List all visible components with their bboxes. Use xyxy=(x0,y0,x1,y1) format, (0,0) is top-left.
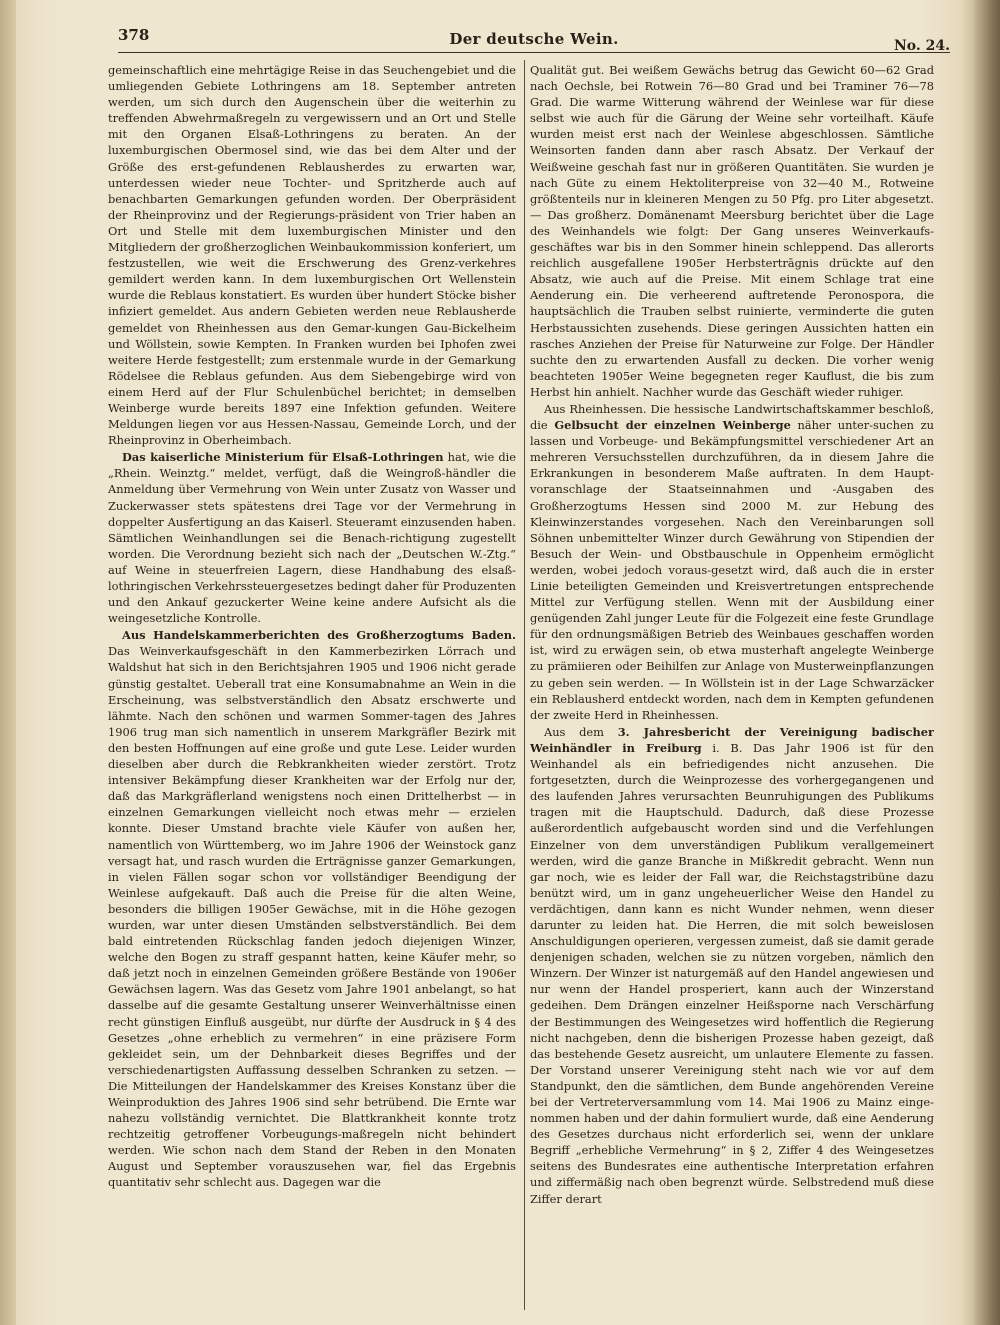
rheinhessen-text: näher unter-suchen zu lassen und Vorbeuge- und Bekämpfungsmittel verschiedener Art an mehreren Versuchsstellen durchzuführen, da in diesem Jahre die Erkrankungen in besonderem Maße auftraten. In dem Haupt-voranschlage der Staatseinnahmen und -Ausgaben des Großherzogtums Hessen sind 2000 M. zur Hebung des Kleinwinzerstandes vorgesehen. Nach den Vereinbarungen soll Söhnen unbemittelter Winzer durch Gewährung von Stipendien der Besuch der Wein- und Obstbauschule in Oppenheim ermöglicht werden, wobei jedoch voraus-gesetzt wird, daß auch die in erster Linie beteiligten Gemeinden und Kreisvertretungen entsprechende Mittel zur Verfügung stellen. Wenn mit der Ausbildung einer genügenden Zahl junger Leute für die Folgezeit eine feste Grundlage für den ordnungsmäßigen Betrieb des Weinbaues geschaffen worden ist, wird zu erwägen sein, ob etwa musterhaft angelegte Weinberge zu prämiieren oder Beihilfen zur Anlage von Musterweinpflanzungen zu geben sein werden. — In Wöllstein ist in der Lage Schwarzäcker ein Reblausherd entdeckt worden, nach dem in Kempten gefundenen der zweite Herd in Rheinhessen. xyxy=(530,418,934,722)
left-column xyxy=(108,62,516,1312)
issue-number: No. 24. xyxy=(894,38,950,54)
paragraph-qualitaet: Qualität gut. Bei weißem Gewächs betrug das Gewicht 60—62 Grad nach Oechsle, bei Rotwein 76—80 Grad und bei Traminer 76—78 Grad. Die warme Witterung während der Weinlese war für diese selbst wie auch für die Gärung der Weine sehr vorteilhaft. Käufe wurden meist erst nach der Weinlese abgeschlossen. Sämtliche Weinsorten fanden dann aber rasch Absatz. Der Verkauf der Weißweine geschah fast nur in größeren Quantitäten. Sie wurden je nach Güte zu einem Hektoliterpreise von 32—40 M., Rotweine größtenteils nur in kleineren Mengen zu 50 Pfg. pro Liter abgesetzt. — Das großherz. Domänenamt Meersburg berichtet über die Lage des Weinhandels wie folgt: Der Gang unseres Weinverkaufs-geschäftes war bis in den Sommer hinein schleppend. Das allerorts reichlich ausgefallene 1905er Herbstertrāgnis drückte auf den Absatz, wie auch auf die Preise. Mit einem Schlage trat eine Aenderung ein. Die verheerend auftretende Peronospora, die hauptsächlich die Trauben selbst ruinierte, verminderte die guten Herbstaussichten zusehends. Diese geringen Aussichten hatten ein rasches Anziehen der Preise für Naturweine zur Folge. Der Händler suchte den zu erwartenden Ausfall zu decken. Die vorher wenig beachteten 1905er Weine begegneten reger Kauflust, die bis zum Herbst hin anhielt. Nachher wurde das Geschäft wieder ruhiger. xyxy=(530,63,934,399)
handelskammer-text: Das Weinverkaufsgeschäft in den Kammerbezirken Lörrach und Waldshut hat sich in den Berichtsjahren 1905 und 1906 nicht gerade günstig gestaltet. Ueberall trat eine Konsumabnahme an Wein in die Erscheinung, was selbstverständlich den Absatz erschwerte und lähmte. Nach den schönen und warmen Sommer-tagen des Jahres 1906 trug man sich namentlich in unserem Markgräfler Bezirk mit den besten Hoffnungen auf eine große und gute Lese. Leider wurden dieselben aber durch die Rebkrankheiten wieder zerstört. Trotz intensiver Bekämpfung dieser Krankheiten war der Erfolg nur der, daß das Markgräflerland wenigstens noch einen Drittelherbst — in einzelnen Gemarkungen vielleicht noch etwas mehr — erzielen konnte. Dieser Umstand brachte viele Käufer von außen her, namentlich von Württemberg, wo im Jahre 1906 der Weinstock ganz versagt hat, und rasch wurden die Erträgnisse ganzer Gemarkungen, in vielen Fällen sogar schon vor vollständiger Beendigung der Weinlese aufgekauft. Daß auch die Preise für die alten Weine, besonders die billigen 1905er Gewächse, mit in die Höhe gezogen wurden, war unter diesen Umständen selbstverständlich. Bei dem bald eintretenden Rückschlag fanden jedoch diejenigen Winzer, welche den Bogen zu straff gespannt hatten, keine Käufer mehr, so daß jetzt noch in einzelnen Gemeinden größere Bestände von 1906er Gewächsen lagern. Was das Gesetz vom Jahre 1901 anbelangt, so hat dasselbe auf die gesamte Gestaltung unserer Weinverhältnisse einen recht günstigen Einfluß ausgeübt, nur dürfte der Ausdruck in § 4 des Gesetzes „ohne erheblich zu vermehren“ in eine präzisere Form gekleidet sein, um der Dehnbarkeit dieses Begriffes und der verschiedenartigsten Auffassung desselben Schranken zu setzen. — Die Mitteilungen der Handelskammer des Kreises Konstanz über die Weinproduktion des Jahres 1906 sind sehr betrübend. Die Ernte war nahezu vollständig vernichtet. Die Blattkrankheit konnte trotz rechtzeitig getroffener Vorbeugungs-maßregeln nicht behindert werden. Wie schon nach dem Stand der Reben in den Monaten August und September vorauszusehen war, fiel das Ergebnis quantitativ sehr schlecht aus. Dagegen war die xyxy=(108,644,516,1190)
jahresbericht-heading: 3. Jahresbericht der Vereinigung badischer Weinhändler in Freiburg xyxy=(530,724,934,755)
paragraph-handelskammer-baden xyxy=(108,627,516,1190)
rheinhessen-intro: Die hessische Landwirtschaftskammer beschloß, die xyxy=(530,401,934,433)
column-divider xyxy=(524,60,525,1310)
page-edge-shadow xyxy=(972,0,1000,1325)
right-column xyxy=(530,62,934,1312)
header-rule xyxy=(118,52,950,53)
ministerium-heading: Das kaiserliche Ministerium für Elsaß-Lothringen xyxy=(122,450,444,465)
handelskammer-heading: Aus Handelskammerberichten des Großherzogtums Baden. xyxy=(122,628,516,643)
ministerium-text: hat, wie die „Rhein. Weinztg.“ meldet, verfügt, daß die Weingroß-händler die Anmeldung über Vermehrung von Wein unter Zusatz von Wasser und Zuckerwasser stets spätestens drei Tage vor der Vermehrung in doppelter Ausfertigung an das Kaiserl. Steueramt einzusenden haben. Sämtlichen Weinhandlungen sei die Benach-richtigung zugestellt worden. Die Verordnung bezieht sich nach der „Deutschen W.-Ztg.“ auf Weine in steuerfreien Lagern, diese Handhabung des elsaß-lothringischen Verkehrssteuergesetzes bedingt daher für Produzenten und den Ankauf gezuckerter Weine keine andere Aufsicht als die weingesetzliche Kontrolle. xyxy=(108,450,516,626)
gelbsucht-heading: Gelbsucht der einzelnen Weinberge xyxy=(554,418,791,433)
page-number: 378 xyxy=(118,26,150,44)
rheinhessen-place: Aus Rheinhessen. xyxy=(544,401,647,416)
page-header xyxy=(118,22,950,52)
paragraph-rheinhessen xyxy=(530,401,934,723)
jahresbericht-text: i. B. Das Jahr 1906 ist für den Weinhandel als ein befriedigendes nicht anzusehen. Die fortgesetzten, durch die Weinprozesse des vorhergegangenen und des laufenden Jahres verursachten Beunruhigungen des Publikums tragen mit die Hauptschuld. Dadurch, daß diese Prozesse außerordentlich aufgebauscht worden sind und die Verfehlungen Einzelner von dem unverständigen Publikum verallgemeinert werden, wird die ganze Branche in Mißkredit gebracht. Wenn nun gar noch, wie es leider der Fall war, die Reichstagstribüne dazu benützt wird, um in ganz ungeheuerlicher Weise den Handel zu verdächtigen, dann kann es nicht Wunder nehmen, wenn dieser darunter zu leiden hat. Die Herren, die mit solch beweislosen Anschuldigungen operieren, vergessen zumeist, daß sie damit gerade denjenigen schaden, welchen sie zu nützen vorgeben, nämlich den Winzern. Der Winzer ist naturgemäß auf den Handel angewiesen und nur wenn der Handel prosperiert, kann auch der Winzerstand gedeihen. Dem Drängen einzelner Heißsporne nach Verschärfung der Bestimmungen des Weingesetzes wird hoffentlich die Regierung nicht nachgeben, denn die bisherigen Prozesse haben gezeigt, daß das bestehende Gesetz ausreicht, um unlautere Elemente zu fassen. Der Vorstand unserer Vereinigung steht nach wie vor auf dem Standpunkt, den die sämtlichen, dem Bunde angehörenden Vereine bei der Vertreterversammlung vom 14. Mai 1906 zu Mainz einge-nommen haben und der dahin formuliert wurde, daß eine Aenderung des Gesetzes durchaus nicht erforderlich sei, wenn der unklare Begriff „erhebliche Vermehrung“ in § 2, Ziffer 4 des Weingesetzes seitens des Bundesrates eine authentische Interpretation erfahren und ziffermäßig nach oben begrenzt würde. Selbstredend muß diese Ziffer derart xyxy=(530,740,934,1206)
paragraph-jahresbericht xyxy=(530,724,934,1207)
jahresbericht-intro: Aus dem xyxy=(544,724,604,739)
running-title: Der deutsche Wein. xyxy=(449,30,619,48)
paragraph-reblaus: gemeinschaftlich eine mehrtägige Reise in das Seuchengebiet und die umliegenden Gebiete Lothringens am 18. September antreten werden, um sich durch den Augenschein über die weiterhin zu treffenden Abwehrmaßregeln zu vergewissern und an Ort und Stelle mit den Organen Elsaß-Lothringens zu beraten. An der luxemburgischen Obermosel sind, wie das bei dem Alter und der Größe des erst-gefundenen Reblausherdes zu erwarten war, unterdessen wieder neue Tochter- und Spritzherde auch auf benachbarten Gemarkungen gefunden worden. Der Oberpräsident der Rheinprovinz und der Regierungs-präsident von Trier haben an Ort und Stelle mit dem luxemburgischen Minister und den Mitgliedern der großherzoglichen Weinbaukommission konferiert, um festzustellen, wie weit die Erschwerung des Grenz-verkehres gemildert werden kann. In dem luxemburgischen Ort Wellenstein wurde die Reblaus konstatiert. Es wurden über hundert Stöcke bisher infiziert gemeldet. Aus andern Gebieten werden neue Reblausherde gemeldet von Rheinhessen aus den Gemar-kungen Gau-Bickelheim und Wöllstein, sowie Kempten. In Franken wurden bei Iphofen zwei weitere Herde festgestellt; zum erstenmale wurde in der Gemarkung Rödelsee die Reblaus gefunden. Aus dem Siebengebirge wird von einem Herd auf der Flur Schulenbüchel berichtet; in demselben Weinberge wurde bereits 1897 eine Infektion gefunden. Weitere Meldungen liegen vor aus Hessen-Nassau, Gemeinde Lorch, und der Rheinprovinz in Oberheimbach. xyxy=(108,63,516,448)
paragraph-ministerium xyxy=(108,449,516,626)
page-binding xyxy=(0,0,16,1325)
